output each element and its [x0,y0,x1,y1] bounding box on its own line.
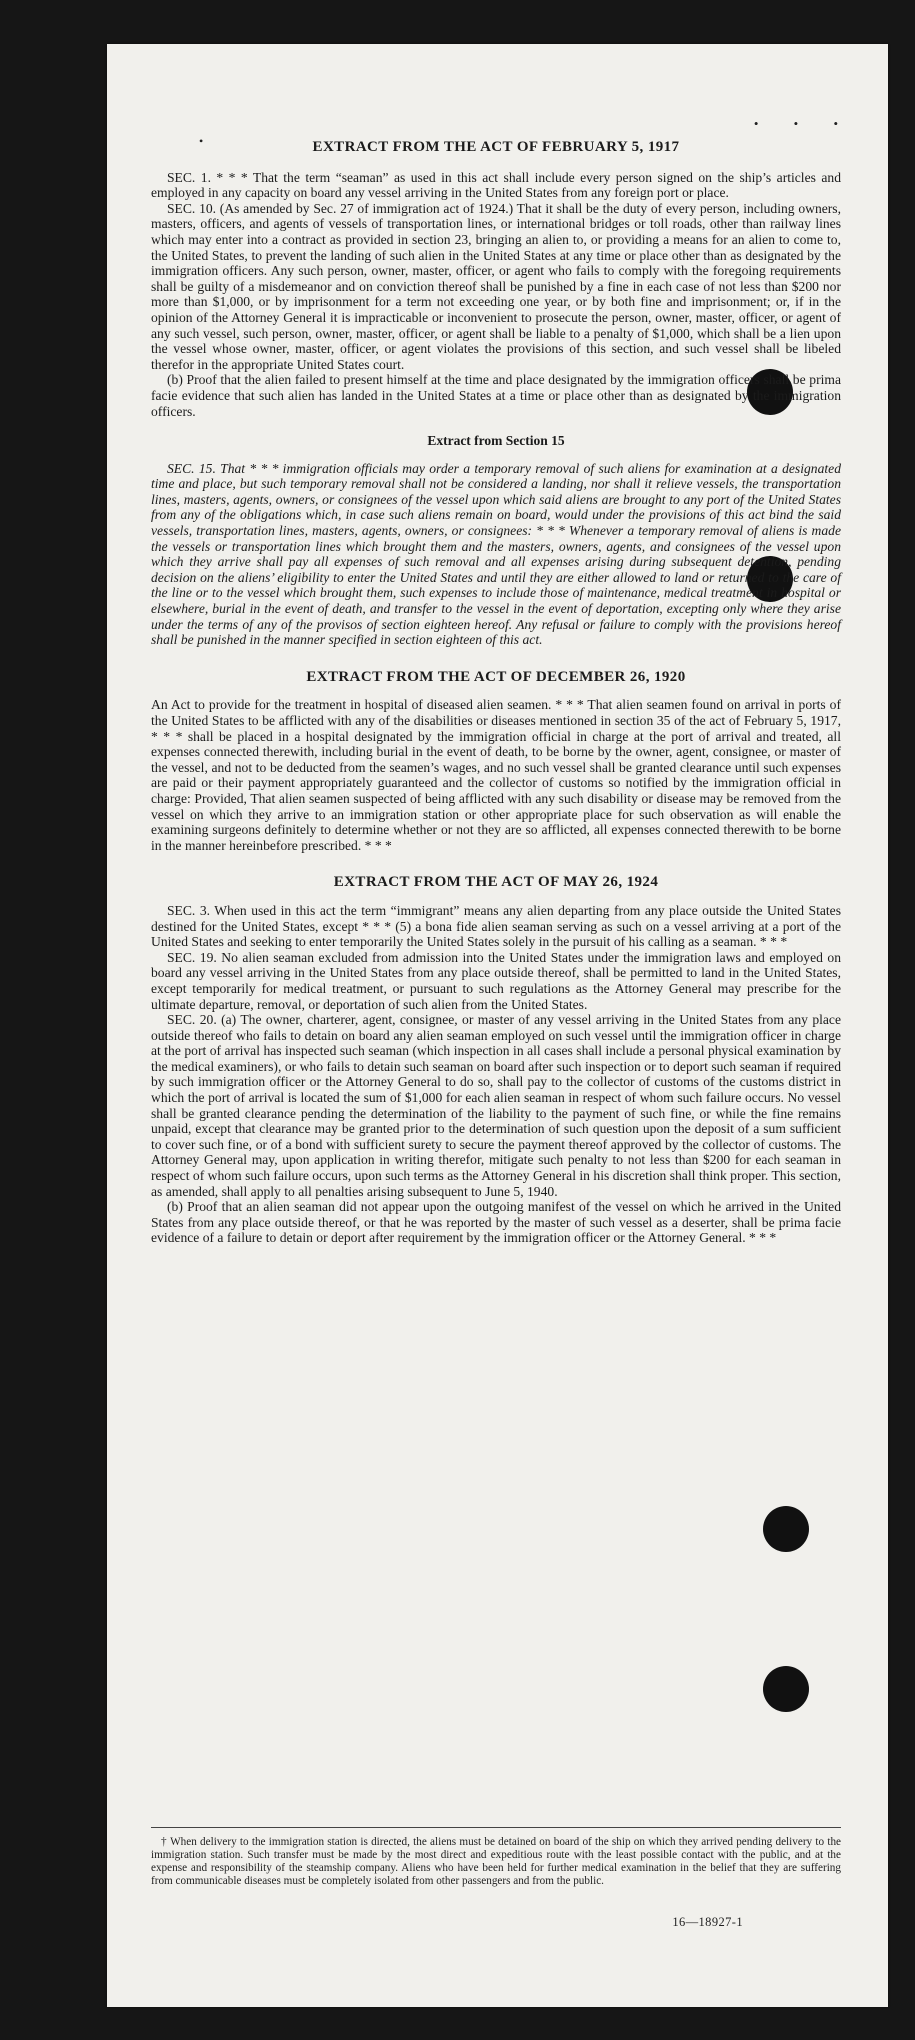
corner-marks: • • • [753,116,854,131]
act-1917-section-1: SEC. 1. * * * That the term “seaman” as used in this act shall include every person signed on the ship’s articles and employed in any capacity on board any vessel arriving in the United States from any foreign port or place. [151,169,841,201]
act-1917-section-10: SEC. 10. (As amended by Sec. 27 of immigration act of 1924.) That it shall be the duty of every person, including owners, masters, officers, and agents of vessels of transportation lines, or international bridges or toll roads, other than railway lines which may enter into a contract as provided in section 23, bringing an alien to, or providing a means for an alien to come to, the United States, to prevent the landing of such alien in the United States at any time or place other than as designated by the immigration officers. Any such person, owner, master, officer, or agent who fails to comply with the foregoing requirements shall be guilty of a misdemeanor and on conviction thereof shall be punished by a fine in each case of not less than $200 nor more than $1,000, or by imprisonment for a term not exceeding one year, or by both fine and imprisonment; or, if in the opinion of the Attorney General it is impracticable or inconvenient to prosecute the person, owner, master, officer, or agent of any such vessel, such person, owner, master, officer, or agent shall be liable to a penalty of $1,000, which shall be a lien upon the vessel whose owner, master, officer, or agent violates the provisions of this section, and such vessel shall be libeled therefor in the appropriate United States court. [151,200,841,372]
heading-act-1920: EXTRACT FROM THE ACT OF DECEMBER 26, 1920 [306,668,686,685]
document-body [151,140,841,1246]
act-1924-section-20-b: (b) Proof that an alien seaman did not appear upon the outgoing manifest of the vessel on which he arrived in the United States from any place outside thereof, or that he was reported by the master of such vessel as a deserter, shall be prima facie evidence of a failure to detain or deport after requirement by the immigration officer or the Attorney General. * * * [151,1199,841,1246]
act-1917-section-15: SEC. 15. That * * * immigration officials may order a temporary removal of such aliens for examination at a designated time and place, but such temporary removal shall not be considered a landing, nor shall it relieve vessels, the transportation lines, masters, agents, owners, or consignees of the vessel upon which said aliens are brought to any port of the United States from any of the obligations which, in case such aliens remain on board, would under the provisions of this act bind the said vessels, transportation lines, masters, agents, owners, or consignees: * * * Whenever a temporary removal of aliens is made the vessels or transportation lines which brought them and the masters, owners, agents, and consignees of the vessel upon which they arrive shall pay all expenses of such removal and all expenses arising during subsequent detention, pending decision on the aliens’ eligibility to enter the United States and until they are either allowed to land or returned to the care of the line or to the vessel which brought them, such expenses to include those of maintenance, medical treatment in hospital or elsewhere, burial in the event of death, and transfer to the vessel in the event of deportation, excepting only where they arise under the terms of any of the provisos of section eighteen hereof. Any refusal or failure to comply with the provisions hereof shall be punished in the manner specified in section eighteen of this act. [151,460,841,648]
act-1924-section-20-a: SEC. 20. (a) The owner, charterer, agent, consignee, or master of any vessel arriving in the United States from any place outside thereof who fails to detain on board any alien seaman employed on such vessel until the immigration officer in charge at the port of arrival has inspected such seaman (which inspection in all cases shall include a personal physical examination by the medical examiners), or who fails to detain such seaman on board after such inspection or to deport such seaman if required by such immigration officer or the Attorney General to do so, shall pay to the collector of customs of the customs district in which the port of arrival is located the sum of $1,000 for each alien seaman in respect of whom such failure occurs. No vessel shall be granted clearance pending the determination of the liability to the payment of such fine, or while the fine remains unpaid, except that clearance may be granted prior to the determination of such question upon the deposit of a sum sufficient to cover such fine, or of a bond with sufficient surety to secure the payment thereof approved by the collector of customs. The Attorney General may, upon application in writing therefor, mitigate such penalty to not less than $200 for each seaman in respect of whom such failure occurs, upon such terms as the Attorney General in his discretion shall think proper. This section, as amended, shall apply to all penalties arising subsequent to June 5, 1940. [151,1012,841,1199]
act-1920-text: An Act to provide for the treatment in hospital of diseased alien seamen. * * * That alien seamen found on arrival in ports of the United States to be afflicted with any of the disabilities or diseases mentioned in section 35 of the act of February 5, 1917, * * * shall be placed in a hospital designated by the immigration official in charge at the port of arrival and treated, all expenses connected therewith, including burial in the event of death, to be borne by the owner, agent, consignee, or master of the vessel, and not to be deducted from the seamen’s wages, and no such vessel shall be granted clearance until such expenses are paid or their payment appropriately guaranteed and the collector of customs so notified by the immigration official in charge: Provided, That alien seamen suspected of being afflicted with any such disability or disease may be removed from the vessel on which they arrive to an immigration station or other appropriate place for such observation as will enable the examining surgeons definitely to determine whether or not they are so afflicted, all expenses connected therewith to be borne in the manner hereinbefore prescribed. * * * [151,697,841,853]
footnote: † When delivery to the immigration station is directed, the aliens must be detained on board of the ship on which they arrived pending delivery to the immigration station. Such transfer must be made by the most direct and expeditious route with the least possible contact with the public, and at the expense and responsibility of the steamship company. Aliens who have been held for further medical examination in the belief that they are suffering from communicable diseases must be completely isolated from other passengers and from the public. [151,1827,841,1888]
heading-act-1917: EXTRACT FROM THE ACT OF FEBRUARY 5, 1917 [312,139,680,155]
act-1924-section-19: SEC. 19. No alien seaman excluded from admission into the United States under the immigration laws and employed on board any vessel arriving in the United States from any place outside thereof, shall be permitted to land in the United States, except temporarily for medical treatment, or pursuant to such regulations as the Attorney General may prescribe for the ultimate departure, removal, or deportation of such alien from the United States. [151,949,841,1012]
act-1917-section-10-b: (b) Proof that the alien failed to present himself at the time and place designated by the immigration officers shall be prima facie evidence that such alien has landed in the United States at a time or place other than as designated by the immigration officers. [151,372,841,419]
act-1924-section-3: SEC. 3. When used in this act the term “immigrant” means any alien departing from any place outside the United States destined for the United States, except * * * (5) a bona fide alien seaman serving as such on a vessel arriving at a port of the United States and seeking to enter temporarily the United States solely in the pursuit of his calling as a seaman. * * * [151,902,841,950]
subheading-section-15: Extract from Section 15 [427,433,565,449]
punch-hole [763,1506,809,1552]
document-page [107,44,888,2007]
document-number: 16—18927-1 [672,1915,743,1929]
heading-act-1924: EXTRACT FROM THE ACT OF MAY 26, 1924 [333,874,659,891]
margin-mark: • [199,134,204,148]
punch-hole [763,1666,809,1712]
